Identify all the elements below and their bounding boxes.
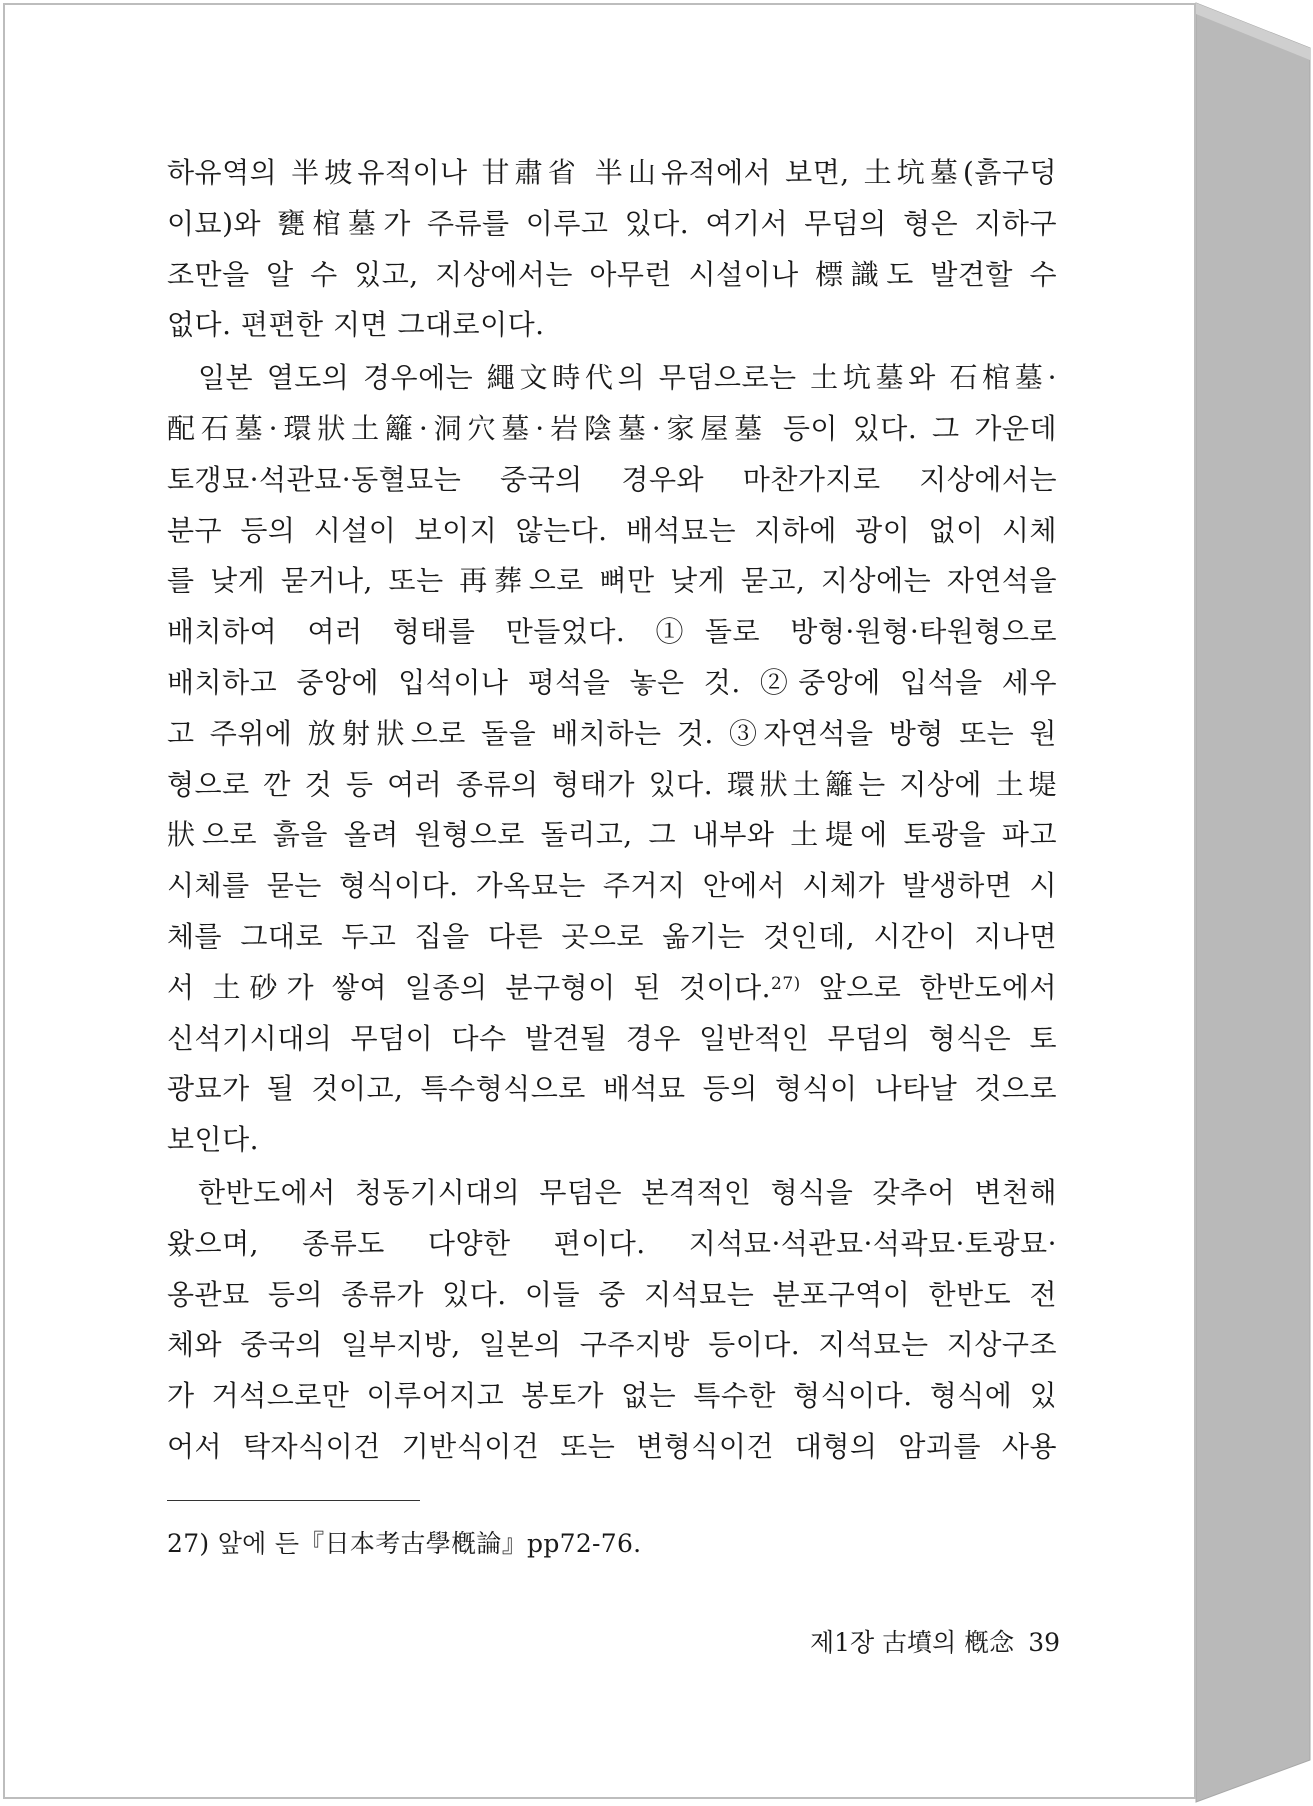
text-line: 배치하고 중앙에 입석이나 평석을 놓은 것. ②중앙에 입석을 세우 [167,665,1057,699]
text-segment: 앞으로 한반도에서 [800,970,1058,1004]
text-line: 이묘)와 甕棺墓가 주류를 이루고 있다. 여기서 무덤의 형은 지하구 [167,206,1057,240]
text-line: 시체를 묻는 형식이다. 가옥묘는 주거지 안에서 시체가 발생하면 시 [167,869,1057,903]
text-line: 분구 등의 시설이 보이지 않는다. 배석묘는 지하에 광이 없이 시체 [167,513,1057,547]
text-line: 신석기시대의 무덤이 다수 발견될 경우 일반적인 무덤의 형식은 토 [167,1021,1057,1055]
text-line: 조만을 알 수 있고, 지상에서는 아무런 시설이나 標識도 발견할 수 [167,257,1057,291]
text-line: 를 낮게 묻거나, 또는 再葬으로 뼈만 낮게 묻고, 지상에는 자연석을 [167,564,1057,598]
text-line: 형으로 깐 것 등 여러 종류의 형태가 있다. 環狀土籬는 지상에 土堤 [167,767,1057,801]
text-line: 배치하여 여러 형태를 만들었다. ①돌로 방형·원형·타원형으로 [167,615,1057,649]
text-line: 체와 중국의 일부지방, 일본의 구주지방 등이다. 지석묘는 지상구조 [167,1328,1057,1362]
text-line: 체를 그대로 두고 집을 다른 곳으로 옮기는 것인데, 시간이 지나면 [167,919,1057,953]
text-line: 가 거석으로만 이루어지고 봉토가 없는 특수한 형식이다. 형식에 있 [167,1379,1057,1413]
text-line: 토갱묘·석관묘·동혈묘는 중국의 경우와 마찬가지로 지상에서는 [167,462,1057,496]
paragraph-2 [167,353,1057,1166]
footnote-reference[interactable]: 27) [771,973,801,994]
text-line: 하유역의 半坡유적이나 甘肅省 半山유적에서 보면, 土坑墓(흙구덩 [167,156,1057,189]
text-line: 없다. 편편한 지면 그대로이다. [167,308,545,342]
text-line: 보인다. [167,1123,260,1157]
text-line: 일본 열도의 경우에는 繩文時代의 무덤으로는 土坑墓와 石棺墓· [198,361,1057,395]
text-line: 한반도에서 청동기시대의 무덤은 본격적인 형식을 갖추어 변천해 [198,1175,1057,1209]
page-number: 39 [1028,1628,1060,1657]
text-line: 고 주위에 放射狀으로 돌을 배치하는 것. ③자연석을 방형 또는 원 [167,716,1057,750]
text-line: 광묘가 될 것이고, 특수형식으로 배석묘 등의 형식이 나타날 것으로 [167,1072,1057,1106]
footnote-27: 27) 앞에 든『日本考古學槪論』pp72-76. [167,1529,642,1558]
text-line: 왔으며, 종류도 다양한 편이다. 지석묘·석관묘·석곽묘·토광묘· [167,1226,1057,1260]
paragraph-1 [167,148,1057,351]
text-line: 옹관묘 등의 종류가 있다. 이들 중 지석묘는 분포구역이 한반도 전 [167,1277,1057,1311]
footnote-divider [167,1500,420,1501]
text-line: 狀으로 흙을 올려 원형으로 돌리고, 그 내부와 土堤에 토광을 파고 [167,818,1057,852]
running-footer [810,1623,1060,1659]
paragraph-3 [167,1168,1057,1473]
body-text [167,148,1057,1475]
text-segment: 서 土砂가 쌓여 일종의 분구형이 된 것이다. [167,970,772,1004]
text-line: 配石墓·環狀土籬·洞穴墓·岩陰墓·家屋墓 등이 있다. 그 가운데 [167,411,1057,445]
text-line: 어서 탁자식이건 기반식이건 또는 변형식이건 대형의 암괴를 사용 [167,1429,1057,1463]
text-line-with-footnote [167,963,1057,1014]
chapter-title: 제1장 古墳의 槪念 [809,1628,1015,1657]
